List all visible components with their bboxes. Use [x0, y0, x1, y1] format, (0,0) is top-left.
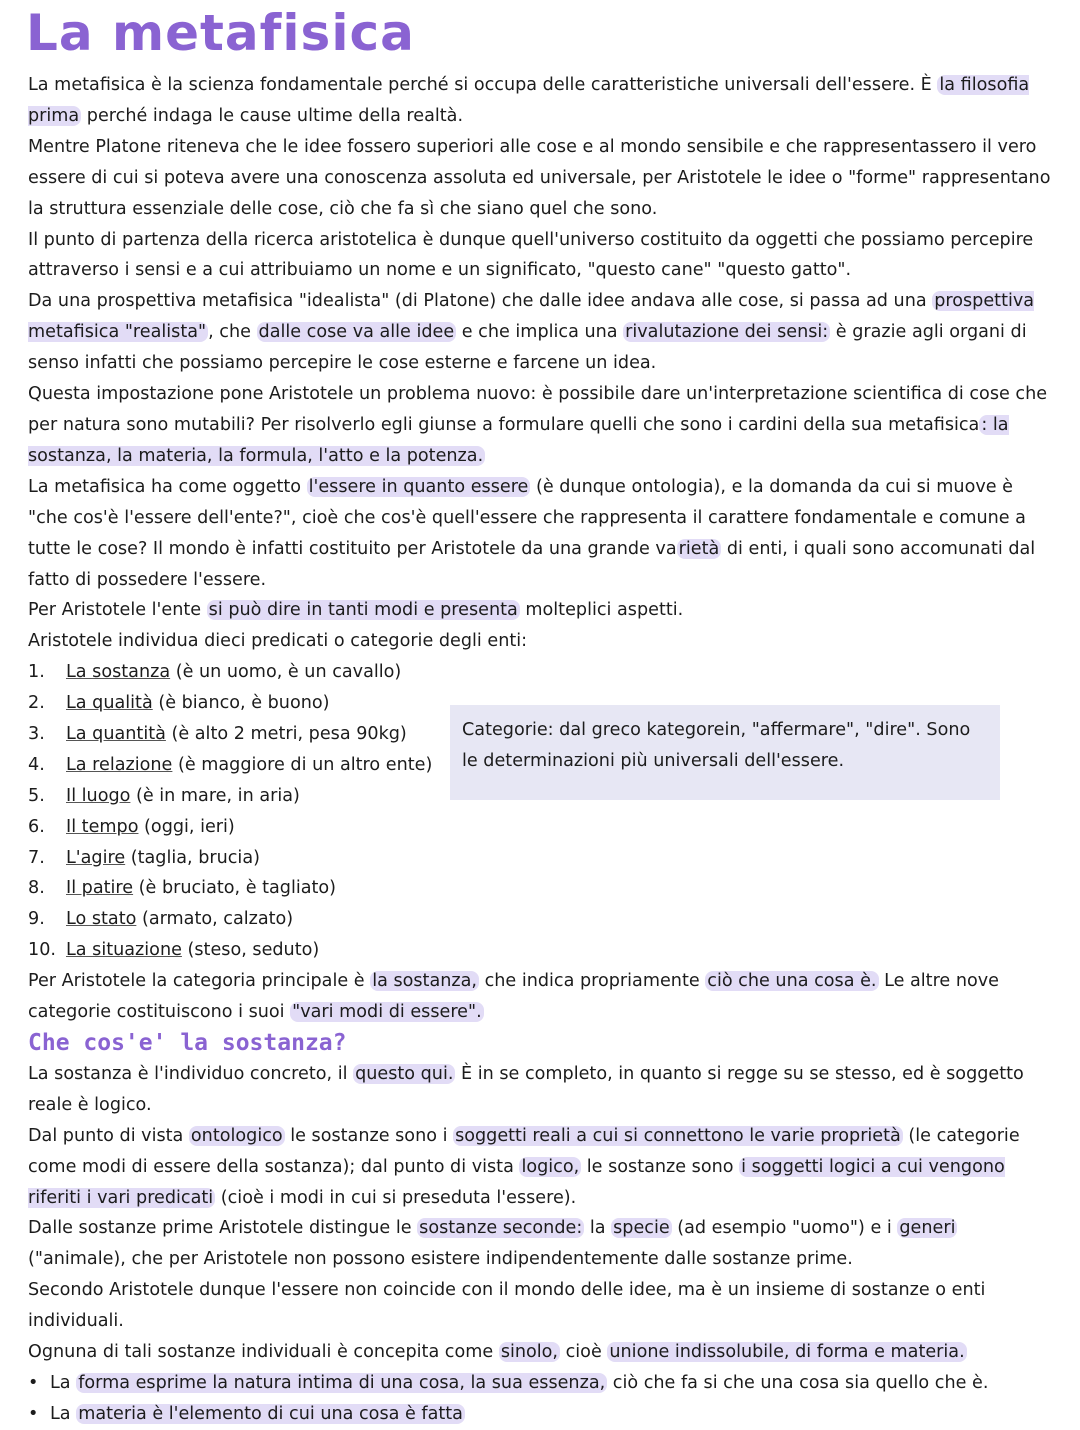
highlight: forma esprime la natura intima di una cosa, la sua essenza, — [78, 1373, 606, 1393]
highlight: la sostanza, — [372, 971, 477, 992]
list-item: 1. La sostanza (è un uomo, è un cavallo) — [28, 662, 402, 683]
paragraph-sostanza-principale: Per Aristotele la categoria principale è la sostanza, che indica propriamente ciò che una cosa è. Le altre nove categorie costituiscono i suoi "vari modi di essere". — [28, 971, 999, 1023]
paragraph-oggetto: La metafisica ha come oggetto l'essere in quanto essere (è dunque ontologia), e la domanda da cui si muove è "che cos'è l'essere dell'ente?", cioè che cos'è quell'essere che rappresenta il carattere fondamentale e comune a tutte le cose? Il mondo è infatti costituito per Aristotele da una grande va rietà di enti, i quali sono accomunati dal fatto di possedere l'essere. — [28, 476, 1036, 590]
categories-list — [28, 657, 1058, 966]
highlight: specie — [613, 1218, 670, 1239]
paragraph-prospettiva: Da una prospettiva metafisica "idealista" (di Platone) che dalle idee andava alle cose, si passa ad una prospettiva metafisica "realista" , che dalle cose va alle idee e che implica una rivalutazione dei sensi: è grazie agli organi di senso infatti che possiamo percepire le cose esterne e farcene un idea. — [28, 291, 1035, 374]
list-item: • La forma esprime la natura intima di una cosa, la sua essenza, ciò che fa si che una cosa sia quello che è. — [28, 1368, 1058, 1399]
highlight: questo qui. — [355, 1063, 454, 1084]
highlight: logico, — [521, 1156, 580, 1177]
list-item: 7. L'agire (taglia, brucia) — [28, 847, 260, 868]
highlight: l'essere in quanto essere — [308, 476, 529, 497]
highlight: dalle cose va alle idee — [258, 322, 455, 343]
section-heading: Che cos'e' la sostanza? — [28, 1029, 347, 1056]
list-item: 9. Lo stato (armato, calzato) — [28, 909, 294, 930]
highlight: la filosofia prima — [28, 75, 1030, 126]
paragraph-problema: Questa impostazione pone Aristotele un problema nuovo: è possibile dare un'interpretazione scientifica di cose che per natura sono mutabili? Per risolverlo egli giunse a formulare quelli che sono i cardini della sua metafisica : la sostanza, la materia, la formula, l'atto e la potenza. — [28, 384, 1048, 466]
list-item: 5. Il luogo (è in mare, in aria) — [28, 785, 300, 806]
paragraph-platone: Mentre Platone riteneva che le idee fossero superiori alle cose e al mondo sensibile e che rappresentassero il vero essere di cui si poteva avere una conoscenza assoluta ed universale, per Aristotele le idee o "forme" rappresentano la struttura essenziale delle cose, ciò che fa sì che siano quel che sono. — [28, 136, 1051, 219]
list-item: 3. La quantità (è alto 2 metri, pesa 90kg) — [28, 724, 407, 744]
highlight: : la sostanza, la materia, la formula, l'atto e la potenza. — [28, 414, 1009, 466]
paragraph-punto-partenza: Il punto di partenza della ricerca aristotelica è dunque quell'universo costituito da oggetti che possiamo percepire attraverso i sensi e a cui attribuiamo un nome e un significato, "questo cane" "questo gatto". — [28, 229, 1034, 281]
paragraph-sostanze-seconde: Dalle sostanze prime Aristotele distingue le sostanze seconde: la specie (ad esempio "uomo") e i generi ("animale), che per Aristotele non possono esistere indipendentemente dalle sostanze prime. — [28, 1218, 956, 1270]
forma-materia-list — [28, 1368, 1058, 1430]
paragraph-ontologico-logico: Dal punto di vista ontologico le sostanze sono i soggetti reali a cui si connettono le varie proprietà (le categorie come modi di essere della sostanza); dal punto di vista logico, le sostanze sono i soggetti logici a cui vengono riferiti i vari predicati (cioè i modi in cui si preseduta l'essere). — [28, 1125, 1020, 1208]
paragraph-sinolo: Ognuna di tali sostanze individuali è concepita come sinolo, cioè unione indissolubile, di forma e materia. — [28, 1342, 965, 1363]
highlight: unione indissolubile, di forma e materia. — [609, 1342, 965, 1363]
list-item: • La materia è l'elemento di cui una cosa è fatta — [28, 1399, 1058, 1430]
categories-note-box: Categorie: dal greco kategorein, "affermare", "dire". Sono le determinazioni più universali dell'essere. — [450, 705, 1000, 800]
list-item: 2. La qualità (è bianco, è buono) — [28, 693, 330, 714]
highlight: ontologico — [190, 1125, 283, 1146]
paragraph-categorie-intro: Aristotele individua dieci predicati o categorie degli enti: — [28, 631, 528, 652]
highlight: i soggetti logici a cui vengono riferiti i vari predicati — [28, 1156, 1005, 1208]
paragraph-essere: Secondo Aristotele dunque l'essere non coincide con il mondo delle idee, ma è un insieme di sostanze o enti individuali. — [28, 1280, 986, 1332]
highlight: ciò che una cosa è. — [707, 971, 877, 992]
highlight: soggetti reali a cui si connettono le varie proprietà — [455, 1125, 901, 1146]
list-item: 6. Il tempo (oggi, ieri) — [28, 816, 235, 837]
highlight: prospettiva metafisica "realista" — [28, 291, 1035, 343]
highlight: materia è l'elemento di cui una cosa è fatta — [78, 1403, 463, 1424]
paragraph-individuo: La sostanza è l'individuo concreto, il questo qui. È in se completo, in quanto si regge su se stesso, ed è soggetto reale è logico. — [28, 1063, 1024, 1115]
highlight: rietà — [678, 538, 720, 559]
highlight: "vari modi di essere". — [292, 1002, 482, 1023]
list-item: 10. La situazione (steso, seduto) — [28, 940, 320, 961]
highlight: si può dire in tanti modi e presenta — [208, 600, 518, 621]
page-title: La metafisica — [26, 4, 415, 62]
paragraph-definition: La metafisica è la scienza fondamentale perché si occupa delle caratteristiche universali dell'essere. È la filosofia prima perché indaga le cause ultime della realtà. — [28, 75, 1030, 126]
highlight: sinolo, — [500, 1342, 559, 1363]
highlight: rivalutazione dei sensi: — [625, 322, 829, 343]
paragraph-ente: Per Aristotele l'ente si può dire in tanti modi e presenta molteplici aspetti. — [28, 600, 684, 621]
highlight: sostanze seconde: — [419, 1218, 583, 1239]
list-item: 8. Il patire (è bruciato, è tagliato) — [28, 878, 337, 899]
list-item: 4. La relazione (è maggiore di un altro ente) — [28, 754, 433, 775]
highlight: generi — [899, 1218, 956, 1239]
